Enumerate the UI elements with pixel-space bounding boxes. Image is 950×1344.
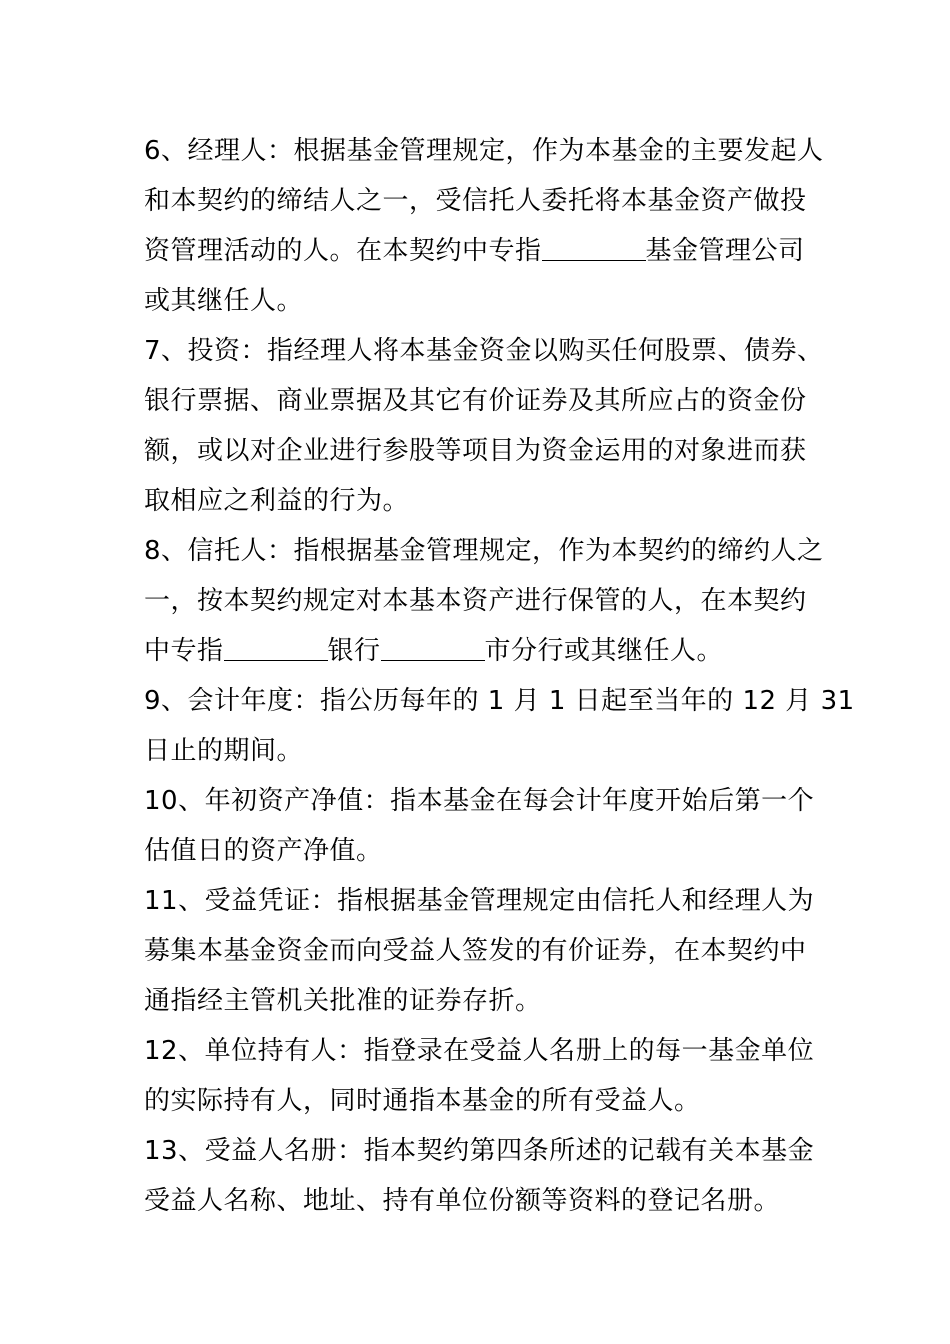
text-line: 7、投资：指经理人将本基金资金以购买任何股票、债券、 xyxy=(144,336,824,366)
text-line: 12、单位持有人：指登录在受益人名册上的每一基金单位 xyxy=(144,1036,815,1066)
text-segment: 银行 xyxy=(327,636,381,666)
text-line: 8、信托人：指根据基金管理规定，作为本契约的缔约人之 xyxy=(144,536,824,566)
definition-item-8 xyxy=(144,526,824,676)
definition-item-9 xyxy=(144,676,855,776)
fill-in-blank xyxy=(224,626,328,661)
definition-item-10 xyxy=(144,776,815,876)
text-line: 的实际持有人，同时通指本基金的所有受益人。 xyxy=(144,1086,701,1116)
definition-item-12 xyxy=(144,1026,815,1126)
text-line: 和本契约的缔结人之一，受信托人委托将本基金资产做投 xyxy=(144,186,807,216)
text-line: 9、会计年度：指公历每年的 1 月 1 日起至当年的 12 月 31 xyxy=(144,686,855,716)
text-line: 6、经理人：根据基金管理规定，作为本基金的主要发起人 xyxy=(144,136,824,166)
text-line: 额，或以对企业进行参股等项目为资金运用的对象进而获 xyxy=(144,436,807,466)
text-line: 10、年初资产净值：指本基金在每会计年度开始后第一个 xyxy=(144,786,815,816)
text-segment: 基金管理公司 xyxy=(645,236,805,266)
text-line: 受益人名称、地址、持有单位份额等资料的登记名册。 xyxy=(144,1186,781,1216)
text-line: 一，按本契约规定对本基本资产进行保管的人，在本契约 xyxy=(144,586,807,616)
text-line xyxy=(144,226,808,276)
fill-in-blank xyxy=(381,626,485,661)
text-segment: 资管理活动的人。在本契约中专指 xyxy=(144,236,542,266)
text-line: 估值日的资产净值。 xyxy=(144,836,383,866)
text-line: 通指经主管机关批准的证券存折。 xyxy=(144,986,542,1016)
text-line: 银行票据、商业票据及其它有价证券及其所应占的资金份 xyxy=(144,386,807,416)
text-line: 取相应之利益的行为。 xyxy=(144,486,410,516)
text-line: 日止的期间。 xyxy=(144,736,304,766)
text-segment: 市分行或其继任人。 xyxy=(484,636,724,666)
text-line: 募集本基金资金而向受益人签发的有价证券，在本契约中 xyxy=(144,936,807,966)
text-line: 11、受益凭证：指根据基金管理规定由信托人和经理人为 xyxy=(144,886,815,916)
text-line: 13、受益人名册：指本契约第四条所述的记载有关本基金 xyxy=(144,1136,815,1166)
document-body xyxy=(144,126,855,1226)
fill-in-blank xyxy=(542,226,646,261)
text-line xyxy=(144,626,808,676)
definition-item-13 xyxy=(144,1126,815,1226)
definition-item-7 xyxy=(144,326,824,526)
definition-item-6 xyxy=(144,126,824,326)
text-line: 或其继任人。 xyxy=(144,286,304,316)
text-segment: 中专指 xyxy=(144,636,224,666)
definition-item-11 xyxy=(144,876,815,1026)
